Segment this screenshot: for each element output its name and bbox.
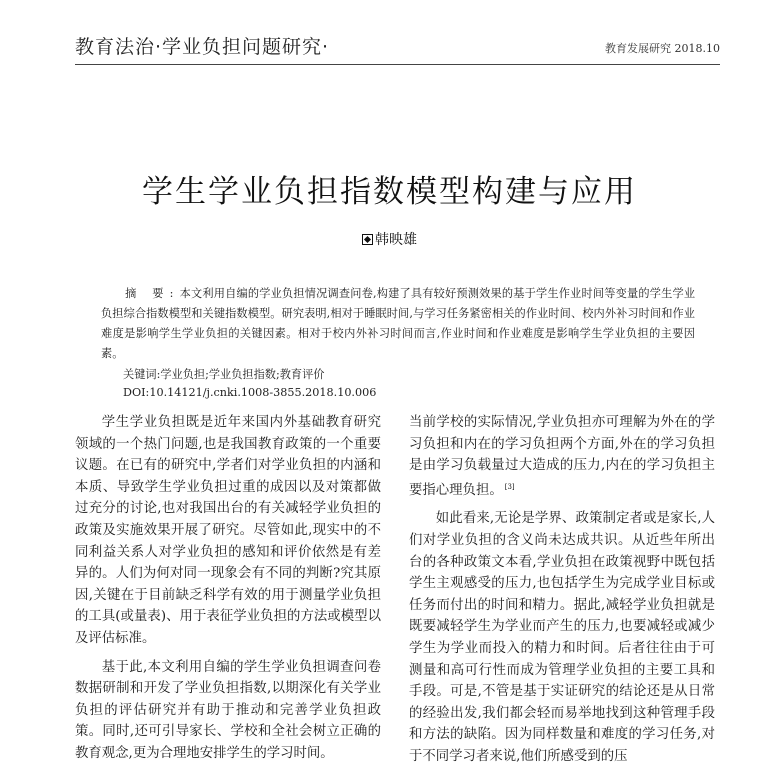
author-line bbox=[0, 229, 779, 249]
paragraph: 学生学业负担既是近年来国内外基础教育研究领域的一个热门问题,也是我国教育政策的一个重要议题。在已有的研究中,学者们对学业负担的内涵和本质、导致学生学业负担过重的成因以及对策都做过充分的讨论,也对我国出台的有关减轻学业负担的政策及实施效果开展了研究。尽管如此,现实中的不同利益关系人对学业负担的感知和评价依然是有差异的。人们为何对同一现象会有不同的判断?究其原因,关键在于目前缺乏科学有效的用于测量学业负担的工具(或量表)、用于表征学业负担的方法或模型以及评估标准。 bbox=[75, 415, 381, 646]
author-marker-icon bbox=[362, 234, 373, 245]
page-header bbox=[75, 36, 720, 60]
body-column-left bbox=[75, 412, 381, 765]
body-column-right bbox=[409, 412, 715, 768]
article-title: 学生学业负担指数模型构建与应用 bbox=[142, 174, 637, 210]
doi: DOI:10.14121/j.cnki.1008-3855.2018.10.006 bbox=[123, 386, 377, 399]
paragraph: 如此看来,无论是学界、政策制定者或是家长,人们对学业负担的含义尚未达成共识。从近些年所出台的各种政策文本看,学业负担在政策视野中既包括学生主观感受的压力,也包括学生为完成学业目标或任务而付出的时间和精力。据此,减轻学业负担就是既要减轻学生为学业而产生的压力,也要减轻或减少学生为学业而投入的精力和时间。后者往往由于可测量和高可行性而成为管理学业负担的主要工具和手段。可是,不管是基于实证研究的结论还是从日常的经验出发,我们都会轻而易举地找到这种管理手段和方法的缺陷。因为同样数量和难度的学习任务,对于不同学习者来说,他们所感受到的压 bbox=[409, 511, 715, 764]
abstract-text: 本文利用自编的学业负担情况调查问卷,构建了具有较好预测效果的基于学生作业时间等变量的学生学业负担综合指数模型和关键指数模型。研究表明,相对于睡眠时间,与学习任务紧密相关的作业时间、校内外补习时间和作业难度是影响学生学业负担的关键因素。相对于校内外补习时间而言,作业时间和作业难度是影响学生学业负担的主要因素。 bbox=[101, 287, 696, 360]
section-tag: 教育法治·学业负担问题研究· bbox=[75, 36, 330, 58]
journal-info: 教育发展研究 2018.10 bbox=[605, 42, 720, 55]
keywords: 关键词:学业负担;学业负担指数;教育评价 bbox=[123, 368, 325, 381]
paragraph: 基于此,本文利用自编的学生学业负担调查问卷数据研制和开发了学业负担指数,以期深化有关学业负担的评估研究并有助于推动和完善学业负担政策。同时,还可引导家长、学校和全社会树立正确的教育观念,更为合理地安排学生的学习时间。 bbox=[75, 659, 381, 761]
paragraph-text: 当前学校的实际情况,学业负担亦可理解为外在的学习负担和内在的学习负担两个方面,外在的学习负担是由学习负载量过大造成的压力,内在的学习负担主要指心理负担。 bbox=[409, 415, 715, 498]
header-rule bbox=[75, 64, 720, 65]
paragraph bbox=[409, 412, 715, 501]
abstract bbox=[101, 284, 695, 364]
citation-mark: [3] bbox=[504, 482, 515, 491]
author-name: 韩映雄 bbox=[375, 232, 417, 248]
abstract-label: 摘 要: bbox=[125, 287, 180, 300]
